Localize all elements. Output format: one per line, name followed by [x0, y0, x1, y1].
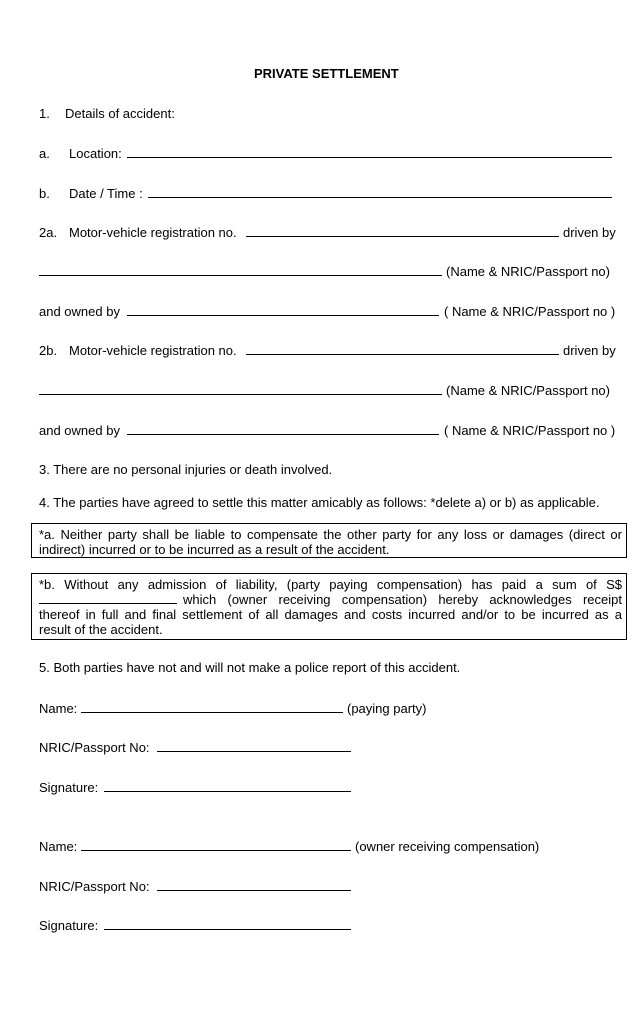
driver-2b-blank[interactable]	[39, 383, 442, 395]
item-a-number: a.	[39, 146, 50, 161]
section-1-heading: Details of accident:	[65, 106, 175, 121]
driven-by-2a-label: driven by	[563, 225, 616, 240]
date-time-blank[interactable]	[148, 186, 612, 198]
party2-nric-label: NRIC/Passport No:	[39, 879, 150, 894]
owner-2b-name-hint: ( Name & NRIC/Passport no )	[444, 423, 616, 438]
driver-2a-blank[interactable]	[39, 264, 442, 276]
vehicle-2b-registration-blank[interactable]	[246, 343, 559, 355]
party2-nric-blank[interactable]	[157, 879, 351, 891]
owner-2a-name-hint: ( Name & NRIC/Passport no )	[444, 304, 616, 319]
option-b-box	[31, 573, 627, 640]
party1-name-label: Name:	[39, 701, 78, 716]
option-b-line-4: result of the accident.	[39, 622, 163, 637]
owned-by-2a-label: and owned by	[39, 304, 120, 319]
section-2a-label: Motor-vehicle registration no.	[69, 225, 237, 240]
party1-signature-label: Signature:	[39, 780, 99, 795]
owner-2a-blank[interactable]	[127, 304, 439, 316]
location-label: Location:	[69, 146, 122, 161]
option-a-box	[31, 523, 627, 558]
party1-nric-label: NRIC/Passport No:	[39, 740, 150, 755]
date-time-label: Date / Time :	[69, 186, 143, 201]
option-a-line-2: indirect) incurred or to be incurred as a result of the accident.	[39, 542, 390, 557]
party2-name-label: Name:	[39, 839, 78, 854]
section-2b-label: Motor-vehicle registration no.	[69, 343, 237, 358]
option-b-line-2: which (owner receiving compensation) hereby acknowledges receipt	[183, 592, 622, 607]
party1-nric-blank[interactable]	[157, 740, 351, 752]
owned-by-2b-label: and owned by	[39, 423, 120, 438]
party2-signature-blank[interactable]	[104, 918, 351, 930]
item-b-number: b.	[39, 186, 50, 201]
owner-2b-blank[interactable]	[127, 423, 439, 435]
vehicle-2a-registration-blank[interactable]	[246, 225, 559, 237]
section-1-number: 1.	[39, 106, 50, 121]
section-5-text: 5. Both parties have not and will not make a police report of this accident.	[39, 660, 461, 675]
settlement-amount-blank[interactable]	[39, 592, 177, 604]
driver-2a-name-hint: (Name & NRIC/Passport no)	[446, 264, 610, 279]
page-title: PRIVATE SETTLEMENT	[254, 66, 399, 81]
party1-role: (paying party)	[347, 701, 427, 716]
party2-role: (owner receiving compensation)	[355, 839, 540, 854]
party1-signature-blank[interactable]	[104, 780, 351, 792]
driver-2b-name-hint: (Name & NRIC/Passport no)	[446, 383, 610, 398]
party1-name-blank[interactable]	[81, 701, 343, 713]
section-4-text: 4. The parties have agreed to settle this matter amicably as follows: *delete a) or b) as applicable.	[39, 495, 600, 510]
party2-signature-label: Signature:	[39, 918, 99, 933]
option-b-line-1: *b. Without any admission of liability, (party paying compensation) has paid a sum of S$	[39, 577, 622, 592]
section-2b-number: 2b.	[39, 343, 58, 358]
driven-by-2b-label: driven by	[563, 343, 616, 358]
section-2a-number: 2a.	[39, 225, 58, 240]
section-3-text: 3. There are no personal injuries or death involved.	[39, 462, 333, 477]
party2-name-blank[interactable]	[81, 839, 351, 851]
option-b-line-3: thereof in full and final settlement of all damages and costs incurred and/or to be incurred as a	[39, 607, 622, 622]
option-a-line-1: *a. Neither party shall be liable to compensate the other party for any loss or damages (direct or	[39, 527, 622, 542]
location-blank[interactable]	[127, 146, 612, 158]
